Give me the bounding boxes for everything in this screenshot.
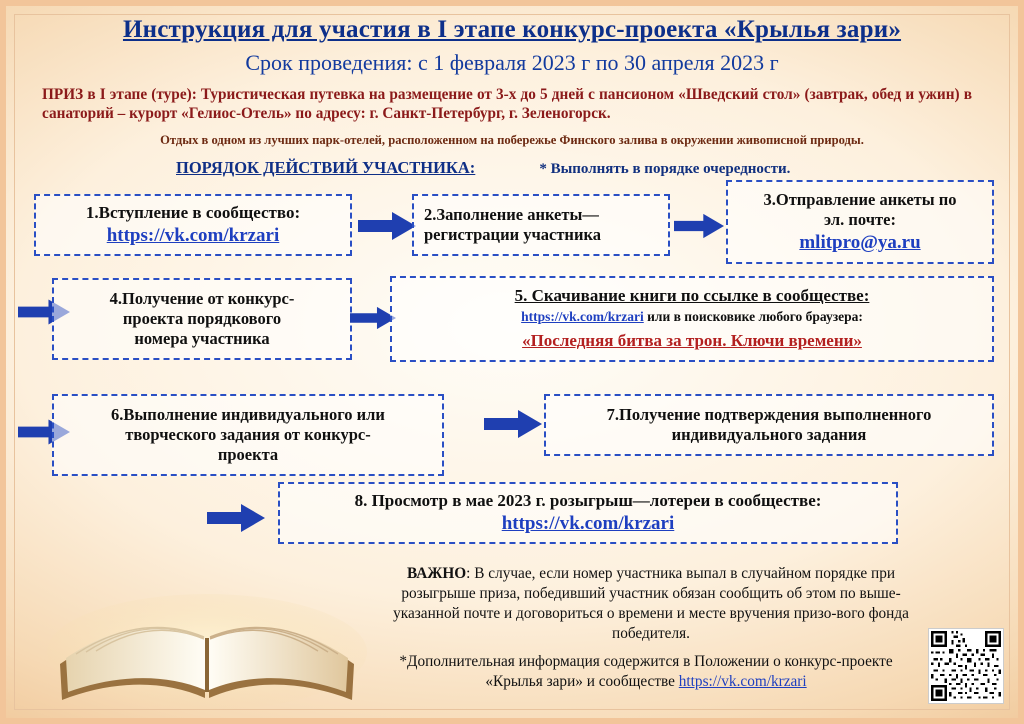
order-header bbox=[6, 158, 1018, 178]
step-8-box bbox=[278, 482, 898, 544]
additional-link[interactable]: https://vk.com/krzari bbox=[678, 672, 807, 690]
rest-note: Отдых в одном из лучших парк-отелей, расположенном на побережье Финского залива в окружении живописной природы. bbox=[160, 132, 864, 147]
arrow-1-to-2 bbox=[358, 212, 416, 240]
step-4-box bbox=[52, 278, 352, 360]
step-3-link[interactable]: mlitpro@ya.ru bbox=[799, 231, 921, 253]
additional-text: *Дополнительная информация содержится в Положении о конкурс-проекте «Крылья зари» и сообществе bbox=[399, 653, 893, 690]
step-3-line2: эл. почте: bbox=[824, 210, 896, 230]
step-7-line2: индивидуального задания bbox=[671, 425, 867, 445]
arrow-to-step-8 bbox=[204, 504, 268, 532]
header bbox=[6, 6, 1018, 75]
step-6-line3: проекта bbox=[217, 445, 279, 465]
step-2-line2: регистрации участника bbox=[424, 225, 601, 245]
important-note bbox=[386, 564, 916, 644]
page-title: Инструкция для участия в I этапе конкурс-проекта «Крылья зари» bbox=[122, 16, 902, 43]
arrow-6-to-7 bbox=[484, 410, 542, 438]
step-4-line3: номера участника bbox=[134, 329, 270, 349]
order-note: * Выполнять в порядке очередности. bbox=[539, 161, 791, 178]
step-5-box bbox=[390, 276, 994, 362]
step-3-line1: 3.Отправление анкеты по bbox=[763, 190, 957, 210]
step-5-line1: 5. Скачивание книги по ссылке в сообществе: bbox=[514, 286, 870, 306]
step-5-book-title[interactable]: «Последняя битва за трон. Ключи времени» bbox=[522, 331, 862, 351]
step-8-link[interactable]: https://vk.com/krzari bbox=[501, 512, 675, 534]
order-title: ПОРЯДОК ДЕЙСТВИЙ УЧАСТНИКА: bbox=[176, 158, 476, 178]
prize-label: ПРИЗ в I этапе (туре): bbox=[42, 85, 197, 103]
important-label: ВАЖНО bbox=[406, 565, 467, 582]
step-4-line1: 4.Получение от конкурс- bbox=[109, 288, 295, 308]
step-2-line1: 2.Заполнение анкеты— bbox=[424, 204, 599, 224]
step-1-line1: 1.Вступление в сообщество: bbox=[85, 203, 301, 223]
step-8-line1: 8. Просмотр в мае 2023 г. розыгрыш—лотереи в сообществе: bbox=[354, 491, 822, 511]
prize-text: Туристическая путевка на размещение от 3-х до 5 дней с пансионом «Шведский стол» (завтрак, обед и ужин) в санаторий – курорт «Гелиос-Отель» по адресу: г. Санкт-Петербург, г. Зеленогорск. bbox=[42, 85, 972, 123]
additional-note bbox=[372, 652, 920, 692]
step-1-link[interactable]: https://vk.com/krzari bbox=[106, 224, 280, 246]
step-6-box bbox=[52, 394, 444, 476]
step-7-line1: 7.Получение подтверждения выполненного bbox=[606, 404, 932, 424]
step-5-link[interactable]: https://vk.com/krzari bbox=[521, 308, 644, 324]
step-3-box bbox=[726, 180, 994, 264]
step-2-box bbox=[412, 194, 670, 256]
qr-code-icon[interactable] bbox=[928, 628, 1004, 704]
important-text: : В случае, если номер участника выпал в случайном порядке при розыгрыше приза, победивший участник обязан сообщить об этом по выше-указанной почте и договориться о времени и месте вручения призо-вого фонда победителя. bbox=[393, 565, 909, 642]
arrow-2-to-3 bbox=[674, 212, 724, 240]
prize-paragraph bbox=[42, 85, 972, 124]
step-6-line1: 6.Выполнение индивидуального или bbox=[111, 404, 385, 424]
step-7-box bbox=[544, 394, 994, 456]
steps-flow bbox=[6, 186, 1018, 606]
step-6-line2: творческого задания от конкурс- bbox=[125, 425, 371, 444]
step-4-line2: проекта порядкового bbox=[122, 309, 282, 328]
step-1-box bbox=[34, 194, 352, 256]
page-subtitle: Срок проведения: с 1 февраля 2023 г по 30 апреля 2023 г bbox=[245, 49, 779, 75]
step-5-line2: или в поисковике любого браузера: bbox=[647, 308, 863, 324]
